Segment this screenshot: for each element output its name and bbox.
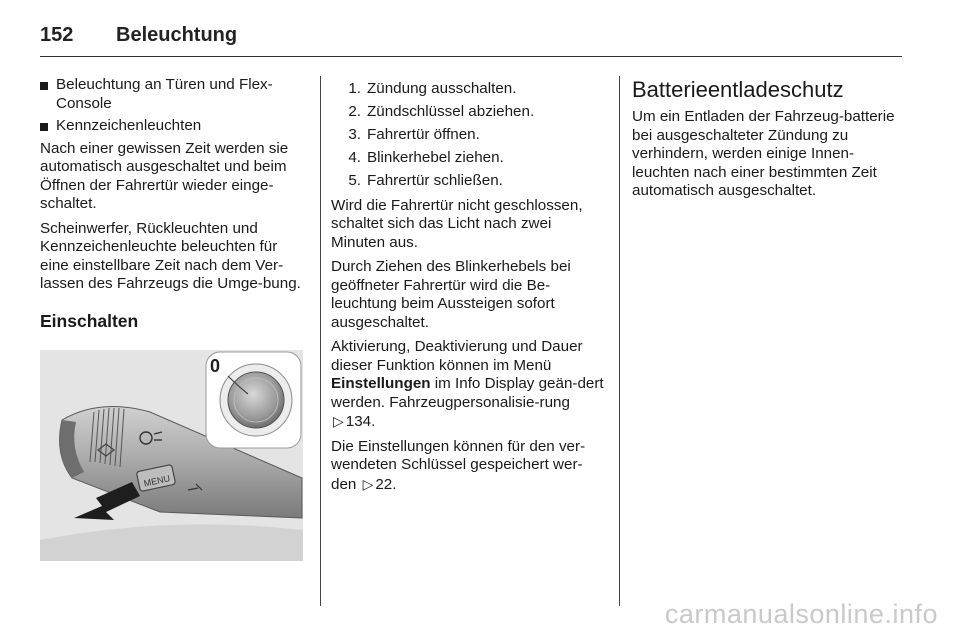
paragraph: Aktivierung, Deaktivierung und Dauer dieser Funktion können im Menü Einstellungen im Info Display geän-dert werden. Fahrzeugpersonalisie-rung ▷ 134. bbox=[331, 338, 604, 430]
square-bullet-icon bbox=[40, 123, 48, 131]
chapter-title: Beleuchtung bbox=[116, 24, 238, 46]
list-item: 4. Blinkerhebel ziehen. bbox=[348, 149, 504, 166]
paragraph: Um ein Entladen der Fahrzeug-batterie bei ausgeschalteter Zündung zu verhindern, werden einige Innen-leuchten nach einer bestimmten Zeit automatisch ausgeschaltet. bbox=[632, 108, 895, 199]
paragraph: Wird die Fahrertür nicht geschlossen, schaltet sich das Licht nach zwei Minuten aus. bbox=[331, 196, 583, 251]
section-subheading: Einschalten bbox=[40, 310, 139, 331]
page-reference-link[interactable]: 22. bbox=[375, 475, 397, 493]
bullet-item bbox=[40, 117, 306, 136]
lever-drawing bbox=[40, 350, 303, 561]
paragraph: Nach einer gewissen Zeit werden sie automatisch ausgeschaltet und beim Öffnen der Fahrertür wieder einge-schaltet. bbox=[40, 139, 289, 212]
ref-arrow-icon: ▷ bbox=[362, 475, 374, 492]
steps-list bbox=[331, 80, 606, 191]
column-divider bbox=[619, 76, 620, 606]
column-left bbox=[40, 76, 306, 342]
list-item: 5. Fahrertür schließen. bbox=[348, 172, 503, 189]
section-heading: Batterieentladeschutz bbox=[632, 77, 844, 102]
column-divider bbox=[320, 76, 321, 606]
paragraph: Scheinwerfer, Rückleuchten und Kennzeichenleuchte beleuchten für eine einstellbare Zeit nach dem Ver-lassen des Fahrzeugs die Umge-bung. bbox=[40, 219, 301, 292]
paragraph: Die Einstellungen können für den ver-wendeten Schlüssel gespeichert wer-den ▷ 22. bbox=[331, 437, 586, 493]
column-right bbox=[632, 76, 907, 207]
bullet-text: Beleuchtung an Türen und Flex- Console bbox=[56, 76, 273, 112]
ref-arrow-icon: ▷ bbox=[333, 413, 344, 429]
bullet-item bbox=[40, 76, 306, 113]
list-item: 3. Fahrertür öffnen. bbox=[348, 126, 480, 143]
page-header bbox=[40, 18, 902, 57]
list-item: 1. Zündung ausschalten. bbox=[348, 80, 517, 97]
watermark: carmanualsonline.info bbox=[664, 599, 938, 629]
paragraph: Durch Ziehen des Blinkerhebels bei geöffneter Fahrertür wird die Be-leuchtung beim Aussteigen sofort ausgeschaltet. bbox=[331, 258, 571, 331]
column-middle bbox=[331, 76, 606, 500]
dial-position-label: 0 bbox=[210, 356, 221, 376]
menu-name: Einstellungen bbox=[331, 375, 431, 392]
bullet-text: Kennzeichenleuchten bbox=[56, 117, 202, 134]
list-item: 2. Zündschlüssel abziehen. bbox=[348, 103, 535, 120]
page-number: 152 bbox=[40, 24, 74, 46]
page-reference-link[interactable]: 134. bbox=[345, 413, 376, 430]
turn-signal-lever-illustration bbox=[40, 350, 303, 561]
menu-button-label: MENU bbox=[142, 473, 171, 489]
square-bullet-icon bbox=[40, 82, 48, 90]
